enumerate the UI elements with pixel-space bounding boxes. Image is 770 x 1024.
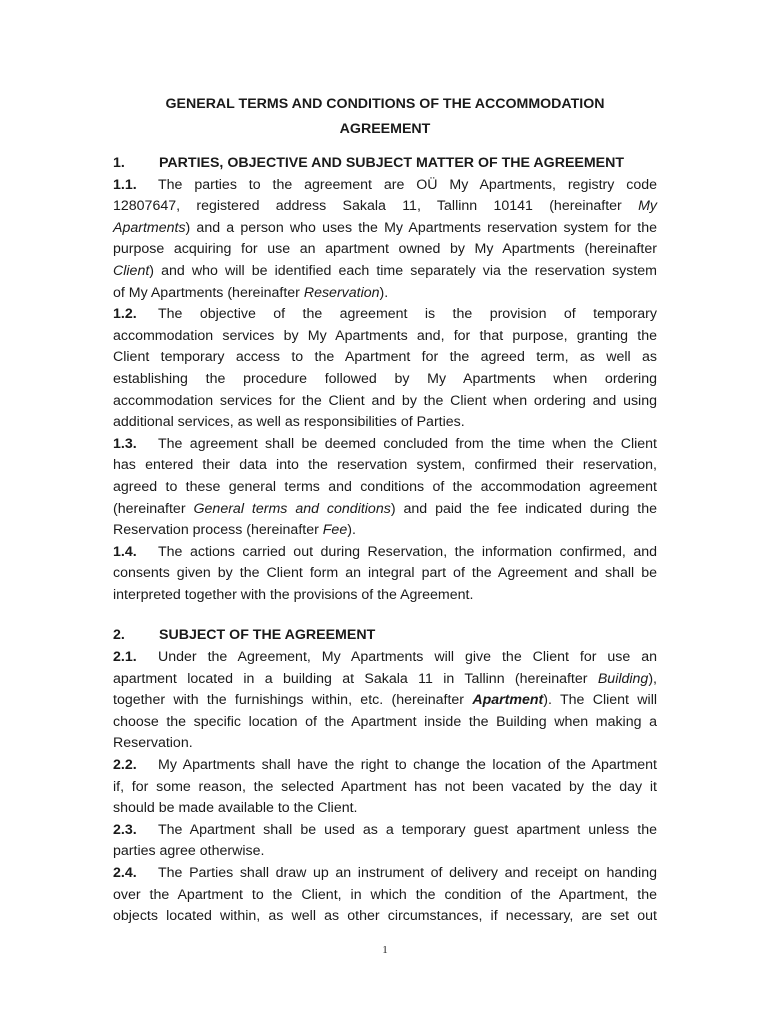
text-line xyxy=(113,391,657,413)
clause-1-4 xyxy=(113,542,657,607)
section-heading xyxy=(113,153,657,175)
text-run: Apartment xyxy=(472,692,544,709)
text-run: Client xyxy=(113,262,150,279)
text-line xyxy=(113,283,657,305)
text-run: additional services, as well as responsibilities of Parties. xyxy=(113,414,465,431)
text-line xyxy=(113,647,657,669)
text-line xyxy=(113,412,657,434)
text-run: Reservation. xyxy=(113,735,193,752)
text-line xyxy=(113,304,657,326)
text-line xyxy=(113,520,657,542)
text-line xyxy=(113,841,657,863)
text-line xyxy=(113,499,657,521)
text-line xyxy=(113,455,657,477)
text-run: My Apartments shall have the right to change the location of the Apartment xyxy=(158,757,657,774)
text-run: over the Apartment to the Client, in which the condition of the Apartment, the xyxy=(113,886,657,903)
text-run: The Apartment shall be used as a temporary guest apartment unless the xyxy=(158,821,657,838)
text-run: 12807647, registered address Sakala 11, Tallinn 10141 (hereinafter xyxy=(113,198,639,215)
text-line xyxy=(113,369,657,391)
text-line xyxy=(113,777,657,799)
text-line xyxy=(113,820,657,842)
text-run: ). xyxy=(379,284,389,301)
text-run: 2. xyxy=(113,627,125,644)
clause-1-2 xyxy=(113,304,657,434)
text-run: together with the furnishings within, etc. (hereinafter xyxy=(113,692,473,709)
text-run: establishing the procedure followed by My Apartments when ordering xyxy=(113,370,657,387)
text-run: accommodation services for the Client and by the Client when ordering and using xyxy=(113,392,657,409)
text-run: should be made available to the Client. xyxy=(113,800,358,817)
text-run: objects located within, as well as other circumstances, if necessary, are set out xyxy=(113,908,657,925)
text-line xyxy=(113,239,657,261)
text-run: has entered their data into the reservation system, confirmed their reservation, xyxy=(113,457,657,474)
title-line-1: GENERAL TERMS AND CONDITIONS OF THE ACCOMMODATION xyxy=(165,96,605,112)
text-run: ) and paid the fee indicated during the xyxy=(390,500,657,517)
text-run: Reservation xyxy=(303,284,380,301)
text-line xyxy=(113,798,657,820)
text-run: 1.4. xyxy=(113,543,137,560)
text-line xyxy=(113,906,657,928)
page-number: 1 xyxy=(382,944,388,956)
text-line xyxy=(113,261,657,283)
text-run: My xyxy=(638,198,657,215)
text-line xyxy=(113,885,657,907)
clause-2-2 xyxy=(113,755,657,820)
document-body xyxy=(113,153,657,928)
text-run: Apartments xyxy=(113,219,186,236)
text-run: The actions carried out during Reservation, the information confirmed, and xyxy=(158,543,657,560)
text-line xyxy=(113,434,657,456)
text-run: General terms and conditions xyxy=(193,500,391,517)
clause-1-1 xyxy=(113,175,657,305)
text-run: ), xyxy=(648,670,657,687)
text-run: apartment located in a building at Sakala 11 in Tallinn (hereinafter xyxy=(113,670,598,687)
text-run: 2.3. xyxy=(113,821,137,838)
text-run: of My Apartments (hereinafter xyxy=(113,284,304,301)
text-run: 2.1. xyxy=(113,649,137,666)
section-heading xyxy=(113,625,657,647)
clause-1-3 xyxy=(113,434,657,542)
text-run: 1.3. xyxy=(113,435,137,452)
text-line xyxy=(113,733,657,755)
text-run: Reservation process (hereinafter xyxy=(113,522,323,539)
text-line xyxy=(113,669,657,691)
text-run: consents given by the Client form an integral part of the Agreement and shall be xyxy=(113,565,657,582)
text-run: parties agree otherwise. xyxy=(113,843,265,860)
text-run: The objective of the agreement is the provision of temporary xyxy=(158,306,657,323)
text-line xyxy=(113,585,657,607)
text-line xyxy=(113,326,657,348)
text-run: Under the Agreement, My Apartments will give the Client for use an xyxy=(158,649,657,666)
text-run: agreed to these general terms and conditions of the accommodation agreement xyxy=(113,478,657,495)
text-line xyxy=(113,196,657,218)
text-run: Client temporary access to the Apartment for the agreed term, as well as xyxy=(113,349,657,366)
text-line xyxy=(113,347,657,369)
text-line xyxy=(113,712,657,734)
text-run: The agreement shall be deemed concluded from the time when the Client xyxy=(158,435,657,452)
text-run: The parties to the agreement are OÜ My Apartments, registry code xyxy=(158,176,657,193)
text-line xyxy=(113,690,657,712)
text-run: PARTIES, OBJECTIVE AND SUBJECT MATTER OF THE AGREEMENT xyxy=(159,155,625,171)
text-run: Fee xyxy=(322,522,348,539)
clause-2-4 xyxy=(113,863,657,928)
clause-2-3 xyxy=(113,820,657,863)
text-line xyxy=(113,218,657,240)
text-run: if, for some reason, the selected Apartment has not been vacated by the day it xyxy=(113,778,657,795)
text-line xyxy=(113,863,657,885)
text-run: 1. xyxy=(113,155,125,171)
text-line xyxy=(113,477,657,499)
text-line xyxy=(113,542,657,564)
text-run: choose the specific location of the Apartment inside the Building when making a xyxy=(113,713,657,730)
text-run: ) and a person who uses the My Apartments reservation system for the xyxy=(185,219,657,236)
text-run: interpreted together with the provisions of the Agreement. xyxy=(113,586,474,603)
text-run: 1.2. xyxy=(113,306,137,323)
title-line-2: AGREEMENT xyxy=(339,121,431,137)
text-run: 2.4. xyxy=(113,865,137,881)
text-run: SUBJECT OF THE AGREEMENT xyxy=(159,627,376,644)
text-run: ). The Client will xyxy=(543,692,657,709)
text-line xyxy=(113,755,657,777)
text-line xyxy=(113,563,657,585)
text-run: accommodation services by My Apartments and, for that purpose, granting the xyxy=(113,327,657,344)
text-run: (hereinafter xyxy=(113,500,194,517)
text-run: ). xyxy=(347,522,356,539)
text-run: purpose acquiring for use an apartment owned by My Apartments (hereinafter xyxy=(113,241,657,258)
text-run: ) and who will be identified each time separately via the reservation system xyxy=(149,262,657,279)
clause-2-1 xyxy=(113,647,657,755)
text-run: Building xyxy=(597,670,649,687)
text-run: 1.1. xyxy=(113,176,137,193)
text-line xyxy=(113,175,657,197)
document-title xyxy=(100,92,670,142)
text-run: The Parties shall draw up an instrument of delivery and receipt on handing xyxy=(158,865,657,881)
text-run: 2.2. xyxy=(113,757,137,774)
